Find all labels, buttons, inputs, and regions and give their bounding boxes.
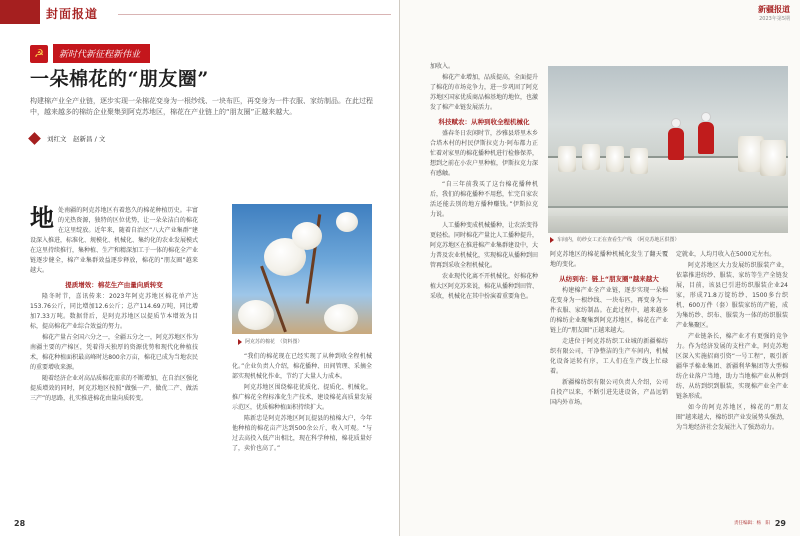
paragraph: 阿克苏地区的棉花播种机械化发生了翻天覆地的变化。 <box>550 251 668 268</box>
paragraph: “自三年前我买了这台棉花播种机后，我们的棉花播种不用愁，忙完自家农活还能去别的地方播种赚钱。”伊斯拉克力说。 <box>430 181 539 218</box>
subheading: 从纺到布：链上“朋友圈”越来越大 <box>559 275 659 283</box>
editor-note: 责任编辑：杨 阳 <box>734 521 770 526</box>
pen-icon <box>28 132 41 145</box>
page-number-right: 29 <box>774 519 786 528</box>
paragraph: 定就业，人均月收入在5000元左右。 <box>676 251 776 258</box>
cotton-photo-caption <box>238 338 303 345</box>
caption-text: 车间内，纺纱女工正在查看生产线 （阿克苏地区供图） <box>557 237 680 243</box>
body-column-2 <box>232 352 372 455</box>
paragraph: 构建棉产业全产业链，逐步实现一朵棉花变身为一根纱线、一块布匹，再变身为一件衣服、家纺制品。在此过程中，越来越多的棉纺企业聚集到阿克苏地区，棉花在产业链上的“朋友圈”正越来越大。 <box>550 287 668 334</box>
cotton-photo <box>232 204 372 334</box>
column-tag-label: 新时代新征程新伟业 <box>53 44 150 63</box>
header-band <box>0 0 40 24</box>
subheading: 提质增效：棉花生产由量向质转变 <box>65 281 163 289</box>
caption-text: 阿克苏的棉花 （资料图） <box>245 339 303 345</box>
paragraph: 人工播种变成机械播种，让农活变得更轻松。同时棉花产量比人工播种提升，阿克苏地区在推进棉产业集群建设中，大力普及农业机械化，实现棉花从播种到田管再到采收全程机械化。 <box>430 222 539 269</box>
byline-text: 刘红文 赵新昌 / 文 <box>47 135 106 143</box>
paragraph <box>30 203 199 276</box>
paragraph-text: 处南疆的阿克苏地区有着悠久的棉花种植历史。丰富的光热资源，独特的区位优势，让一朵朵洁白的棉花在这里绽放。近年来，随着自治区“八大产业集群”建设深入推进，标准化、规模化、机械化、集约化的农业发展模式在这里持续推行，集种植、生产和精深加工于一体的棉花全产业链逐步健全，棉产业集群效益逐步释放，棉花的“朋友圈”越来越大。 <box>30 207 199 274</box>
drop-cap: 地 <box>30 203 54 232</box>
byline <box>30 134 105 143</box>
right-page <box>400 0 800 536</box>
header-rule <box>118 14 391 15</box>
paragraph: 阿克苏地区大力发展纺织服装产业，依靠推进纺纱、服装、家纺等生产全链发展，目前，该县已引进纺织服装企业24家，形成71.8万锭纺纱、1500多台织机、600万件（套）服装家纺的产能，成为集纺纱、织布、服装为一体的纺织服装产业集聚区。 <box>676 262 788 329</box>
paragraph: 棉花产量占全国六分之一，全疆五分之一，阿克苏地区作为南疆主要的产棉区，凭着得天独厚的资源优势和现代化种植技术，棉花种植面积最高峰时达800余万亩，棉花已成为当地农民的重要增收来源。 <box>30 334 199 371</box>
caption-marker-icon <box>238 339 242 345</box>
magazine-name: 新疆报道 <box>758 5 790 14</box>
magazine-logo <box>758 4 790 22</box>
section-label: 封面报道 <box>46 7 99 21</box>
factory-photo-caption <box>550 236 680 243</box>
subheading: 科技赋农：从种到收全程机械化 <box>438 118 530 126</box>
paragraph: 加收入。 <box>430 63 455 70</box>
paragraph: 棉花产业增加，品质提高，全面提升了棉花的市场竞争力，进一步巩固了阿克苏地区国家优质商品棉基地的地位，也激发了棉产业链发展活力。 <box>430 74 539 111</box>
body-column-1 <box>30 203 199 405</box>
paragraph: 产业链条长，棉产业才有更强的竞争力。作为经济发展的支柱产业，阿克苏地区深入实施招商引资“一号工程”，吸引新疆华孚棉业集团、新疆利华集团等大型棉纺企业落户当地，助力当地棉产业从种到纺、从纺到织到服装，实现棉产业全产业链条形成。 <box>676 333 788 400</box>
caption-marker-icon <box>550 237 554 243</box>
party-emblem-icon: ☭ <box>30 45 48 63</box>
body-column-a <box>430 62 538 303</box>
paragraph: 新疆棉纺织有限公司负责人介绍，公司自投产以来，不断引进先进设备，产品远销国内外市场。 <box>550 379 668 406</box>
body-column-b <box>550 250 668 409</box>
paragraph: 农业现代化离不开机械化，好棉花种植大区阿克苏来说，棉花从播种到田管、采收，机械化在其中扮演着重要角色。 <box>430 273 539 300</box>
page-number-left: 28 <box>14 519 26 528</box>
paragraph: 隆冬时节，喜讯传来：2023年阿克苏地区棉花单产达153.76公斤，同比增加12.6公斤；总产114.69万吨，同比增加7.33万吨。数据背后，是阿克苏地区以提质节本增效为目标，提高棉花产业综合效益的努力。 <box>30 293 198 330</box>
factory-photo <box>548 66 788 233</box>
paragraph: 盛春冬日农闲时节，沙雅县塔里木乡合塔木村的村民伊斯拉克力·阿布都力正忙着对家里的棉花播种机进行检修保养，想到之前在小农户里种植，伊斯拉克力深有感触。 <box>430 130 539 177</box>
paragraph: “我们的棉花现在已经实现了从种到收全程机械化。”企业负责人介绍，棉花播种、田间管理、采摘全部实现机械化作业，节约了大量人力成本。 <box>232 353 372 380</box>
column-tag <box>30 44 150 63</box>
body-column-c <box>676 250 788 434</box>
paragraph: 随着经济企业对高品质棉花需求的不断增加，在自治区强化提质增效的同时，阿克苏地区按照“做强一产、做优二产、做活三产”的思路，扎实推进棉花由量向质转变。 <box>30 375 199 402</box>
paragraph: 阿克苏地区围绕棉花优质化、提质化、机械化，推广棉花全程标准化生产技术，建设棉花高质量发展示范区，优质棉种植面积持续扩大。 <box>232 384 372 411</box>
paragraph: 陈新忠是阿克苏地区阿瓦提县的植棉大户，今年他种植的棉花亩产达到500余公斤，收入可观。“与过去高投入低产出相比，现在科学种植，棉花质量好了，卖价也高了。” <box>232 415 372 452</box>
article-lead: 构建棉产业全产业链，逐步实现一朵棉花变身为一根纱线、一块布匹，再变身为一件衣服、家纺制品。在此过程中，越来越多的棉纺企业聚集到阿克苏地区，棉花在产业链上的“朋友圈”正越来越大。 <box>30 97 373 116</box>
paragraph: 走进位于阿克苏纺织工业城的新疆棉纺织有限公司，干净整洁的生产车间内，机械化设备运转有序，工人们在生产线上忙碌着。 <box>550 338 668 375</box>
article-title: 一朵棉花的“朋友圈” <box>30 68 209 90</box>
paragraph: 如今的阿克苏地区，棉花的“朋友圈”越来越大，棉纺织产业发展势头强劲，为当地经济社会发展注入了强劲动力。 <box>676 404 788 431</box>
magazine-issue: 2023年第5期 <box>759 16 790 22</box>
